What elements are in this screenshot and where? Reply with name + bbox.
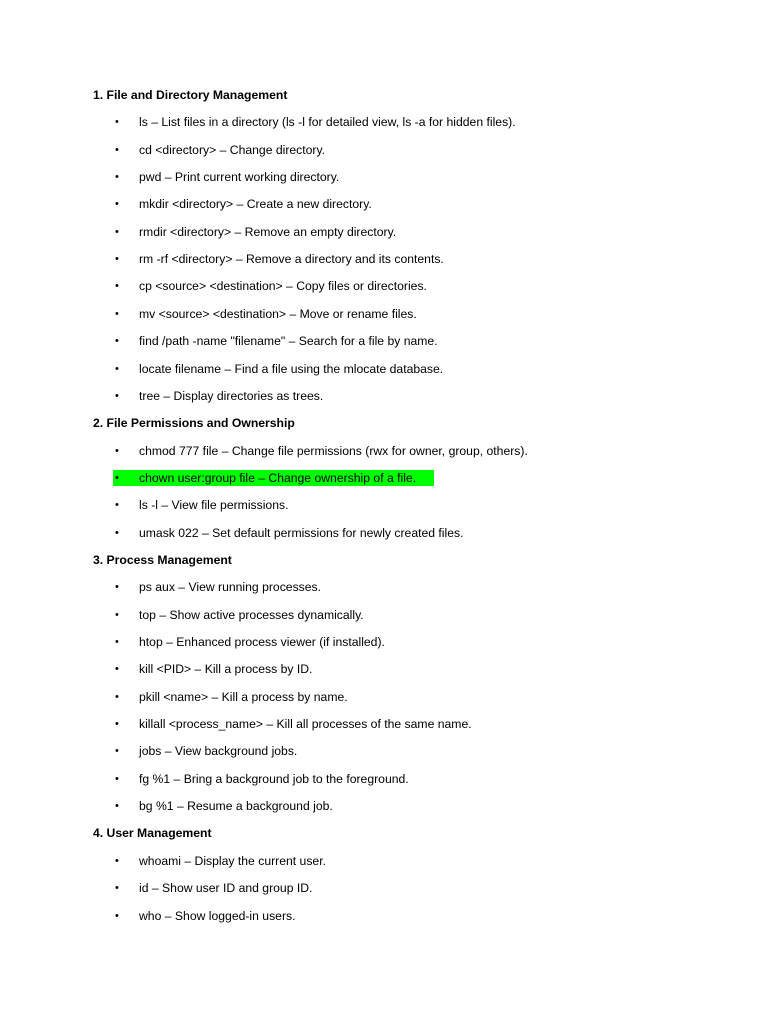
list-item [0,799,768,814]
bullet-icon: • [115,280,119,293]
list-item [0,498,768,513]
list-item-text: tree – Display directories as trees. [139,388,324,403]
bullet-icon: • [115,800,119,813]
list-item [0,881,768,896]
list-item [0,635,768,650]
list-item [0,608,768,623]
list-item-text: fg %1 – Bring a background job to the foreground. [139,771,409,786]
list-item-text: ls -l – View file permissions. [139,498,289,513]
list-item-text: pkill <name> – Kill a process by name. [139,689,348,704]
bullet-icon: • [115,718,119,731]
list-item [0,389,768,404]
list-item-text: cd <directory> – Change directory. [139,142,326,157]
list-item-text: who – Show logged-in users. [139,908,296,923]
list-item [0,197,768,212]
bullet-icon: • [115,690,119,703]
list-item [0,717,768,732]
list-item-text: rm -rf <directory> – Remove a directory and its contents. [139,252,444,267]
list-item-text: top – Show active processes dynamically. [139,607,364,622]
list-item [0,690,768,705]
bullet-icon: • [115,909,119,922]
bullet-icon: • [115,854,119,867]
bullet-icon: • [115,772,119,785]
list-item-text: ls – List files in a directory (ls -l for detailed view, ls -a for hidden files). [139,115,516,130]
bullet-icon: • [115,526,119,539]
list-item-text: killall <process_name> – Kill all processes of the same name. [139,717,472,732]
list-item-highlighted [0,471,768,486]
list-item-text: pwd – Print current working directory. [139,170,340,185]
bullet-icon: • [115,198,119,211]
list-item-text: jobs – View background jobs. [139,744,298,759]
list-item [0,115,768,130]
list-item-text: find /path -name "filename" – Search for a file by name. [139,334,438,349]
list-item [0,744,768,759]
list-item [0,143,768,158]
list-item-text: bg %1 – Resume a background job. [139,799,333,814]
bullet-icon: • [115,663,119,676]
list-item [0,362,768,377]
list-item-text: locate filename – Find a file using the mlocate database. [139,361,444,376]
list-item-text: id – Show user ID and group ID. [139,881,313,896]
bullet-icon: • [115,636,119,648]
list-item-text: mv <source> <destination> – Move or rename files. [139,306,417,321]
list-item [0,225,768,240]
list-item-text: ps aux – View running processes. [139,580,322,595]
list-item-text: rmdir <directory> – Remove an empty directory. [139,224,397,239]
list-item [0,279,768,294]
list-item-text: cp <source> <destination> – Copy files or directories. [139,279,427,294]
list-item-text: kill <PID> – Kill a process by ID. [139,662,313,677]
bullet-icon: • [115,143,119,156]
bullet-icon: • [115,499,119,512]
section-heading: 1. File and Directory Management [93,88,288,102]
list-item [0,444,768,459]
list-item [0,580,768,595]
list-item-text: htop – Enhanced process viewer (if installed). [139,635,385,649]
list-item [0,170,768,185]
bullet-icon: • [115,608,119,621]
list-item [0,307,768,322]
list-item-text: mkdir <directory> – Create a new directory. [139,197,372,212]
bullet-icon: • [115,335,119,348]
list-item [0,854,768,869]
list-item-text: chmod 777 file – Change file permissions (rwx for owner, group, others). [139,443,528,458]
list-item [0,526,768,541]
bullet-icon: • [115,389,119,402]
bullet-icon: • [115,471,119,484]
bullet-icon: • [115,307,119,320]
bullet-icon: • [115,171,119,184]
section-heading: 2. File Permissions and Ownership [93,416,295,431]
list-item [0,334,768,349]
list-item [0,772,768,787]
bullet-icon: • [115,444,119,457]
list-item-text: whoami – Display the current user. [139,853,326,868]
list-item-text: chown user:group file – Change ownership of a file. [139,470,417,485]
section-heading: 3. Process Management [93,552,232,567]
bullet-icon: • [115,745,119,758]
bullet-icon: • [115,581,119,594]
bullet-icon: • [115,116,119,129]
list-item [0,662,768,677]
bullet-icon: • [115,882,119,895]
bullet-icon: • [115,253,119,266]
section-heading: 4. User Management [93,826,212,841]
bullet-icon: • [115,362,119,375]
list-item [0,909,768,924]
bullet-icon: • [115,225,119,238]
list-item-text: umask 022 – Set default permissions for newly created files. [139,525,464,540]
list-item [0,252,768,267]
